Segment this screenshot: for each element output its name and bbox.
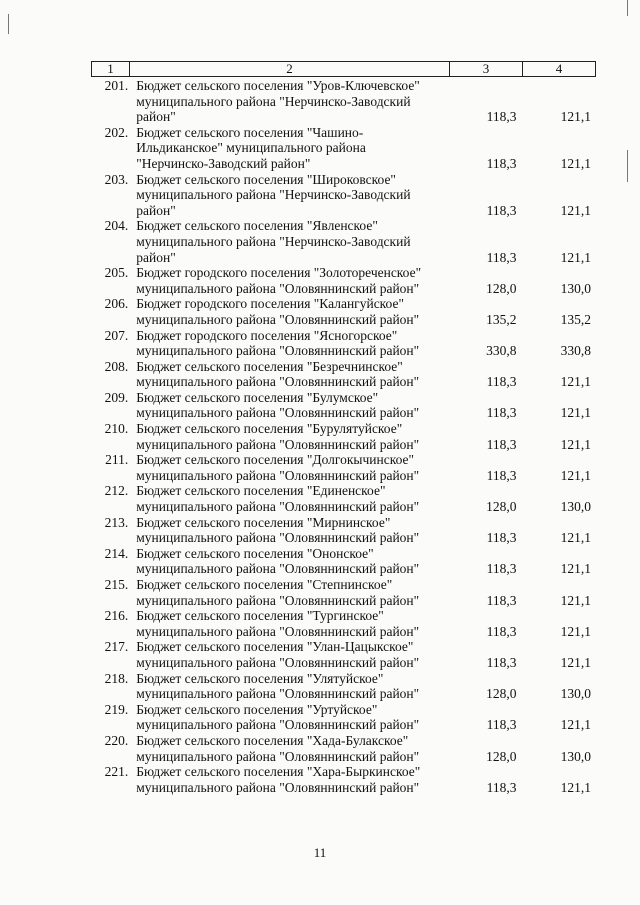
row-number: 206. (104, 296, 129, 312)
value-col-3: 118,3 (486, 530, 517, 546)
description-line: муниципального района "Оловяннинский район" (136, 748, 420, 764)
description-line: Бюджет сельского поселения "Хада-Булакское" (136, 732, 409, 748)
value-col-4: 135,2 (560, 311, 591, 327)
row-description (128, 125, 436, 172)
value-col-4: 121,1 (560, 654, 591, 670)
value-col-4: 130,0 (560, 748, 591, 764)
description-line: муниципального района "Оловяннинский район" (136, 343, 420, 359)
row-number: 210. (104, 421, 129, 437)
row-number: 212. (104, 483, 129, 499)
value-col-3: 128,0 (486, 499, 517, 515)
row-description (128, 733, 436, 764)
row-number: 216. (104, 608, 129, 624)
value-col-4: 121,1 (560, 374, 591, 390)
value-col-3: 128,0 (486, 280, 517, 296)
description-line: Бюджет сельского поселения "Безречнинское" (136, 358, 403, 374)
description-line: район" (136, 202, 176, 218)
row-description (128, 265, 436, 296)
value-col-3: 118,3 (486, 109, 517, 125)
row-description (128, 577, 436, 608)
description-line: "Нерчинско-Заводский район" (136, 155, 311, 171)
table-row (91, 671, 595, 702)
table-row (91, 78, 595, 125)
row-number: 217. (104, 639, 129, 655)
description-line: Бюджет сельского поселения "Ононское" (136, 545, 374, 561)
table-row (91, 452, 595, 483)
description-line: Бюджет сельского поселения "Тургинское" (136, 608, 384, 624)
description-line: Бюджет сельского поселения "Уров-Ключевское" (136, 78, 420, 93)
table-row (91, 390, 595, 421)
table-row (91, 218, 595, 265)
value-col-3: 118,3 (486, 155, 517, 171)
value-col-3: 118,3 (486, 467, 517, 483)
description-line: муниципального района "Оловяннинский район" (136, 405, 420, 421)
row-description (128, 515, 436, 546)
table-row (91, 328, 595, 359)
description-line: Бюджет сельского поселения "Явленское" (136, 218, 378, 234)
value-col-4: 130,0 (560, 499, 591, 515)
description-line: муниципального района "Оловяннинский район" (136, 499, 420, 515)
value-col-3: 128,0 (486, 686, 517, 702)
scan-edge-mark-left (8, 14, 9, 34)
description-line: муниципального района "Оловяннинский район" (136, 592, 420, 608)
row-number: 213. (104, 514, 129, 530)
row-number: 221. (104, 764, 129, 780)
description-line: муниципального района "Оловяннинский район" (136, 623, 420, 639)
description-line: район" (136, 109, 176, 125)
description-line: муниципального района "Нерчинско-Заводский (136, 187, 411, 203)
table-row (91, 172, 595, 219)
description-line: Ильдиканское" муниципального района (136, 140, 366, 156)
description-line: Бюджет городского поселения "Золотореченское" (136, 265, 422, 281)
row-description (128, 452, 436, 483)
description-line: Бюджет сельского поселения "Единенское" (136, 483, 386, 499)
value-col-4: 330,8 (560, 343, 591, 359)
row-description (128, 359, 436, 390)
page-number: 11 (313, 845, 327, 860)
description-line: Бюджет городского поселения "Калангуйское" (136, 296, 404, 312)
row-description (128, 78, 436, 125)
row-number: 209. (104, 389, 129, 405)
value-col-3: 118,3 (486, 654, 517, 670)
description-line: Бюджет городского поселения "Ясногорское" (136, 327, 398, 343)
row-number: 205. (104, 265, 129, 281)
row-number: 218. (104, 670, 129, 686)
description-line: Бюджет сельского поселения "Чашино- (136, 124, 364, 140)
description-line: Бюджет сельского поселения "Мирнинское" (136, 514, 391, 530)
description-line: муниципального района "Оловяннинский район" (136, 280, 420, 296)
value-col-4: 121,1 (560, 592, 591, 608)
description-line: муниципального района "Оловяннинский район" (136, 436, 420, 452)
row-description (128, 702, 436, 733)
row-description (128, 172, 436, 219)
description-line: муниципального района "Оловяннинский район" (136, 374, 420, 390)
value-col-3: 128,0 (486, 748, 517, 764)
value-col-4: 121,1 (560, 717, 591, 733)
description-line: муниципального района "Оловяннинский район" (136, 717, 420, 733)
row-description (128, 483, 436, 514)
value-col-3: 118,3 (486, 623, 517, 639)
table-row (91, 359, 595, 390)
value-col-4: 121,1 (560, 623, 591, 639)
scan-edge-mark-right-top (627, 0, 628, 16)
row-number: 211. (105, 452, 129, 468)
value-col-4: 130,0 (560, 280, 591, 296)
description-line: муниципального района "Оловяннинский район" (136, 530, 420, 546)
value-col-3: 118,3 (486, 249, 517, 265)
description-line: Бюджет сельского поселения "Улятуйское" (136, 670, 384, 686)
description-line: муниципального района "Оловяннинский район" (136, 467, 420, 483)
column-header-2: 2 (130, 62, 450, 77)
description-line: муниципального района "Нерчинско-Заводский (136, 93, 411, 109)
row-number: 219. (104, 701, 129, 717)
value-col-3: 118,3 (486, 592, 517, 608)
value-col-4: 121,1 (560, 109, 591, 125)
column-header-4: 4 (523, 62, 596, 77)
row-description (128, 218, 436, 265)
row-number: 214. (104, 545, 129, 561)
table-row (91, 577, 595, 608)
value-col-4: 121,1 (560, 436, 591, 452)
description-line: муниципального района "Нерчинско-Заводский (136, 233, 411, 249)
row-number: 202. (104, 124, 129, 140)
description-line: муниципального района "Оловяннинский район" (136, 654, 420, 670)
row-description (128, 546, 436, 577)
row-number: 208. (104, 358, 129, 374)
table-row (91, 702, 595, 733)
scan-edge-mark-right-mid (627, 150, 628, 182)
value-col-4: 121,1 (560, 249, 591, 265)
table-row (91, 125, 595, 172)
table-row (91, 515, 595, 546)
table-row (91, 639, 595, 670)
description-line: Бюджет сельского поселения "Хара-Быркинское" (136, 764, 421, 780)
row-description (128, 390, 436, 421)
row-description (128, 671, 436, 702)
row-description (128, 296, 436, 327)
description-line: муниципального района "Оловяннинский район" (136, 686, 420, 702)
description-line: Бюджет сельского поселения "Улан-Цацыкское" (136, 639, 414, 655)
table-row (91, 421, 595, 452)
row-description (128, 608, 436, 639)
description-line: Бюджет сельского поселения "Широковское" (136, 171, 396, 187)
description-line: муниципального района "Оловяннинский район" (136, 561, 420, 577)
value-col-3: 118,3 (486, 202, 517, 218)
budget-rows (91, 78, 595, 795)
row-number: 204. (104, 218, 129, 234)
column-header-table (91, 61, 596, 77)
value-col-4: 121,1 (560, 155, 591, 171)
value-col-4: 121,1 (560, 467, 591, 483)
value-col-4: 121,1 (560, 530, 591, 546)
value-col-3: 118,3 (486, 436, 517, 452)
value-col-3: 135,2 (486, 311, 517, 327)
description-line: Бюджет сельского поселения "Долгокычинское" (136, 452, 415, 468)
value-col-3: 118,3 (486, 374, 517, 390)
row-number: 201. (104, 78, 129, 93)
description-line: муниципального района "Оловяннинский район" (136, 311, 420, 327)
description-line: Бюджет сельского поселения "Уртуйское" (136, 701, 378, 717)
row-description (128, 639, 436, 670)
description-line: Бюджет сельского поселения "Булумское" (136, 389, 379, 405)
row-description (128, 764, 436, 795)
table-row (91, 483, 595, 514)
column-header-1: 1 (92, 62, 130, 77)
table-row (91, 265, 595, 296)
column-header-3: 3 (450, 62, 523, 77)
table-row (91, 546, 595, 577)
row-number: 215. (104, 577, 129, 592)
description-line: Бюджет сельского поселения "Степнинское" (136, 577, 393, 592)
value-col-3: 118,3 (486, 779, 517, 795)
table-row (91, 296, 595, 327)
row-description (128, 328, 436, 359)
description-line: район" (136, 249, 176, 265)
value-col-3: 118,3 (486, 561, 517, 577)
value-col-4: 121,1 (560, 202, 591, 218)
row-description (128, 421, 436, 452)
value-col-4: 130,0 (560, 686, 591, 702)
value-col-3: 118,3 (486, 405, 517, 421)
table-row (91, 608, 595, 639)
description-line: муниципального района "Оловяннинский район" (136, 779, 420, 795)
value-col-3: 118,3 (486, 717, 517, 733)
column-header-row (92, 62, 596, 77)
row-number: 207. (104, 327, 129, 343)
row-number: 203. (104, 171, 129, 187)
value-col-3: 330,8 (486, 343, 517, 359)
value-col-4: 121,1 (560, 561, 591, 577)
description-line: Бюджет сельского поселения "Бурулятуйское" (136, 421, 403, 437)
table-row (91, 764, 595, 795)
value-col-4: 121,1 (560, 779, 591, 795)
row-number: 220. (104, 732, 129, 748)
table-row (91, 733, 595, 764)
value-col-4: 121,1 (560, 405, 591, 421)
